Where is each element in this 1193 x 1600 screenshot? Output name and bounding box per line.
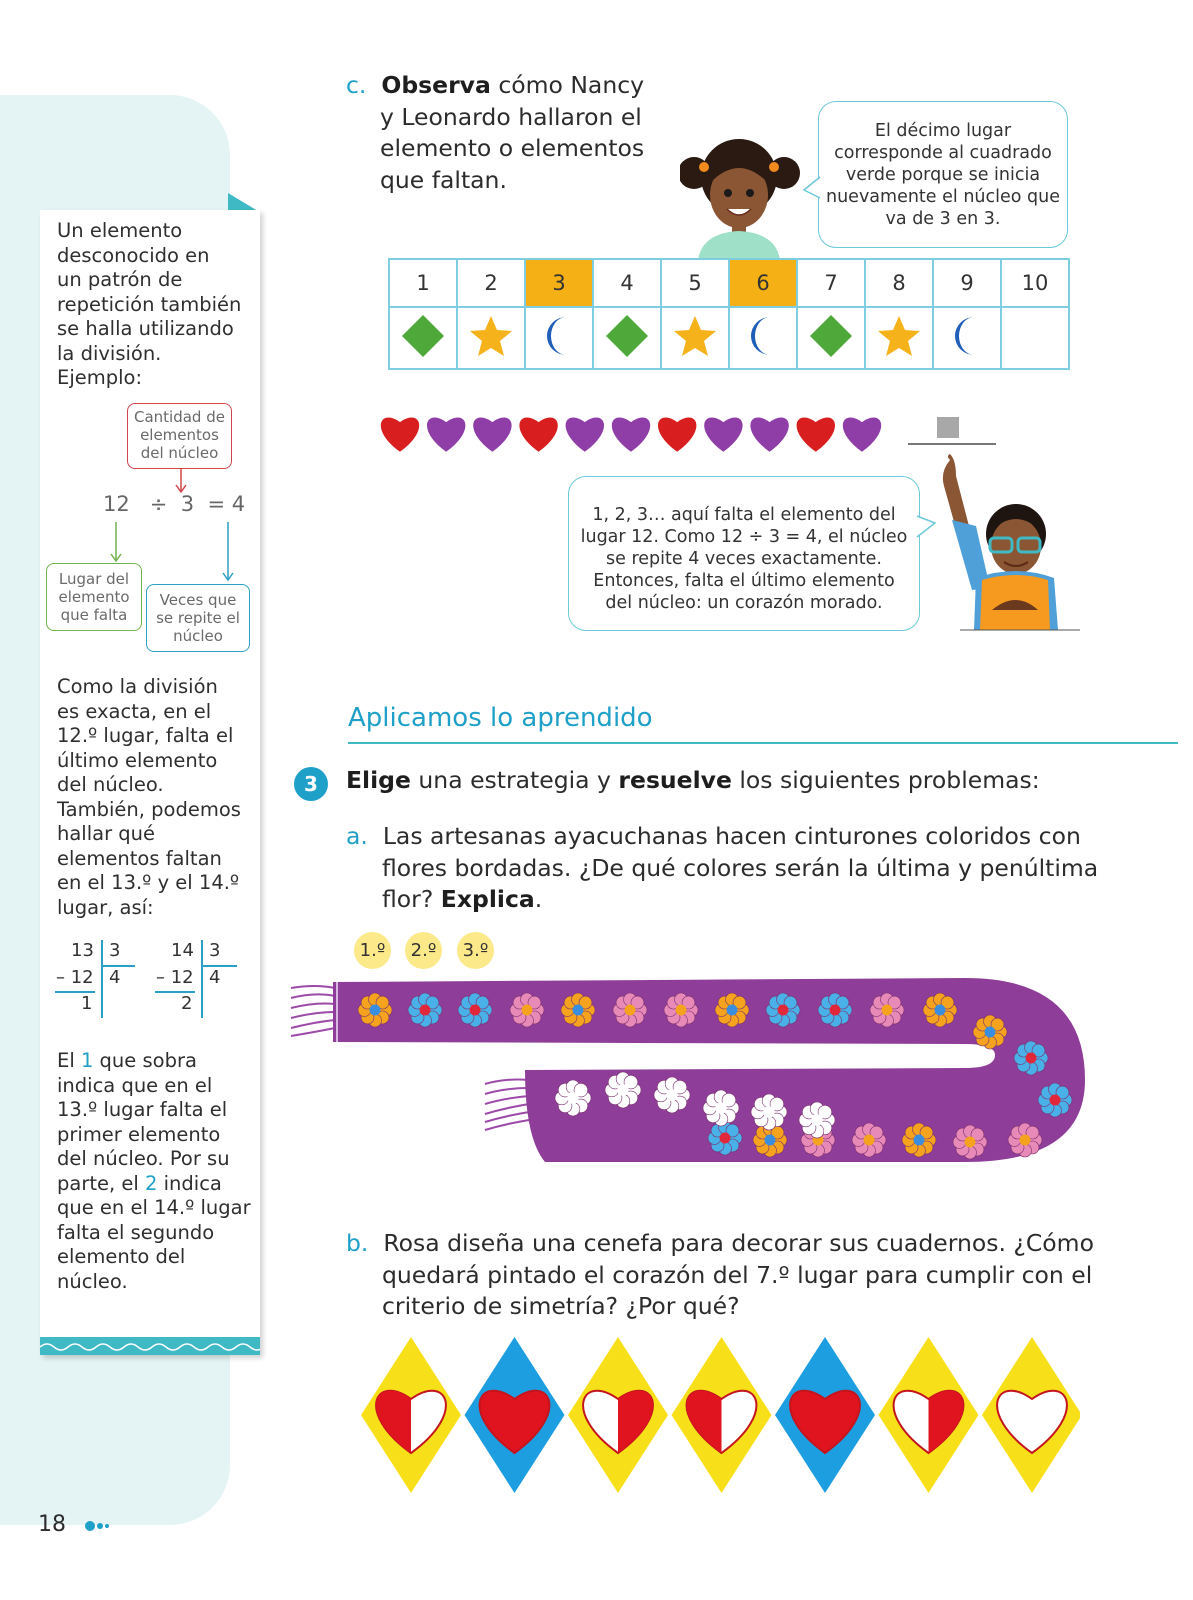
symmetry-diamond bbox=[465, 1337, 565, 1493]
box-lugar-elemento: Lugar del elemento que falta bbox=[46, 563, 142, 631]
yellow-star-icon bbox=[865, 307, 933, 369]
green-diamond-icon bbox=[593, 307, 661, 369]
part-b-prompt: b. Rosa diseña una cenefa para decorar sus cuadernos. ¿Cómo quedará pintado el corazón del 7.º lugar para cumplir con el criterio de simetría? ¿Por qué? bbox=[346, 1229, 1094, 1320]
hearts-sequence bbox=[378, 408, 918, 452]
blue-moon-icon bbox=[525, 307, 593, 369]
sidebar-intro-text: Un elemento desconocido en un patrón de repetición también se halla utilizando la división. Ejemplo: bbox=[57, 219, 242, 389]
page-dots-icon bbox=[84, 1520, 112, 1532]
flower-icon bbox=[408, 993, 442, 1027]
seq-number-highlight: 6 bbox=[729, 259, 797, 307]
seq-number: 4 bbox=[593, 259, 661, 307]
flower-icon bbox=[1038, 1083, 1072, 1117]
missing-element-line bbox=[908, 443, 996, 445]
speech-bubble-leonardo: 1, 2, 3… aquí falta el elemento del lugar 12. Como 12 ÷ 3 = 4, el núcleo se repite 4 veces exactamente. Entonces, falta el último elemento del núcleo: un corazón morado. bbox=[568, 476, 920, 631]
flower-icon bbox=[902, 1123, 936, 1157]
flower-icon bbox=[664, 993, 698, 1027]
yellow-star-icon bbox=[457, 307, 525, 369]
flower-icon bbox=[561, 993, 595, 1027]
seq-number: 2 bbox=[457, 259, 525, 307]
symmetry-diamond bbox=[775, 1337, 875, 1493]
heart-icon bbox=[566, 418, 604, 452]
symmetry-diamond bbox=[879, 1337, 989, 1493]
ordinal-badge: 1.º bbox=[354, 932, 391, 969]
empty-cell bbox=[1001, 307, 1069, 369]
flower-icon bbox=[715, 993, 749, 1027]
long-division-13: 13 3 – 12 4 1 bbox=[55, 938, 135, 1020]
flower-icon bbox=[1008, 1123, 1042, 1157]
heart-icon bbox=[427, 418, 465, 452]
missing-element-square bbox=[937, 417, 959, 438]
sidebar-tab-marker bbox=[228, 193, 258, 211]
leonardo-character-icon bbox=[930, 450, 1080, 640]
section-divider bbox=[348, 742, 1178, 744]
part-a-prompt: a. Las artesanas ayacuchanas hacen cinturones coloridos con flores bordadas. ¿De qué colores serán la última y penúltima flor? Explica. bbox=[346, 822, 1099, 913]
heart-icon bbox=[750, 418, 788, 452]
flower-icon bbox=[766, 993, 800, 1027]
seq-number: 7 bbox=[797, 259, 865, 307]
symmetry-diamond bbox=[568, 1337, 678, 1493]
flower-icon bbox=[973, 1015, 1007, 1049]
question-3-prompt: Elige una estrategia y resuelve los siguientes problemas: bbox=[346, 766, 1040, 794]
ordinal-badge: 2.º bbox=[405, 932, 442, 969]
seq-number: 8 bbox=[865, 259, 933, 307]
flower-icon bbox=[458, 993, 492, 1027]
sequence-table bbox=[388, 258, 1070, 370]
part-c-prompt: c. Observa cómo Nancy y Leonardo hallaron el elemento o elementos que faltan. bbox=[346, 71, 645, 194]
sidebar-wave-border bbox=[40, 1337, 260, 1355]
flower-icon bbox=[613, 993, 647, 1027]
flower-icon bbox=[818, 993, 852, 1027]
symmetry-border-illustration bbox=[360, 1335, 1080, 1495]
heart-icon bbox=[843, 418, 881, 452]
nancy-character-icon bbox=[680, 133, 800, 260]
flower-icon bbox=[708, 1121, 742, 1155]
flower-icon bbox=[510, 993, 544, 1027]
sidebar-conclusion: El 1 que sobra indica que en el 13.º lugar falta el primer elemento del núcleo. Por su parte, el 2 indica que en el 14.º lugar falta el segundo elemento del núcleo. bbox=[57, 1049, 251, 1293]
embroidered-belt-illustration bbox=[285, 970, 1095, 1170]
bubble-pointer bbox=[802, 176, 822, 200]
flower-icon bbox=[358, 993, 392, 1027]
flower-icon bbox=[1014, 1041, 1048, 1075]
box-cantidad-elementos: Cantidad de elementos del núcleo bbox=[127, 403, 232, 469]
flower-icon bbox=[953, 1125, 987, 1159]
green-diamond-icon bbox=[389, 307, 457, 369]
flower-icon bbox=[654, 1077, 690, 1113]
long-division-14: 14 3 – 12 4 2 bbox=[155, 938, 239, 1020]
ordinal-badge: 3.º bbox=[457, 932, 494, 969]
symmetry-diamond bbox=[982, 1337, 1080, 1493]
symmetry-diamond bbox=[662, 1337, 772, 1493]
seq-number: 5 bbox=[661, 259, 729, 307]
yellow-star-icon bbox=[661, 307, 729, 369]
seq-number: 1 bbox=[389, 259, 457, 307]
section-title: Aplicamos lo aprendido bbox=[348, 703, 653, 733]
question-number-badge: 3 bbox=[294, 767, 328, 801]
heart-icon bbox=[612, 418, 650, 452]
flower-icon bbox=[605, 1072, 641, 1108]
flower-icon bbox=[751, 1094, 787, 1130]
heart-icon bbox=[381, 418, 419, 452]
green-diamond-icon bbox=[797, 307, 865, 369]
heart-icon bbox=[658, 418, 696, 452]
heart-icon bbox=[797, 418, 835, 452]
symmetry-diamond bbox=[360, 1337, 461, 1493]
division-equation: 12 ÷ 3 = 4 bbox=[103, 492, 246, 516]
flower-icon bbox=[799, 1102, 835, 1138]
flower-icon bbox=[852, 1123, 886, 1157]
blue-moon-icon bbox=[933, 307, 1001, 369]
heart-icon bbox=[519, 418, 557, 452]
heart-icon bbox=[704, 418, 742, 452]
box-veces-nucleo: Veces que se repite el núcleo bbox=[146, 584, 250, 652]
flower-icon bbox=[870, 993, 904, 1027]
blue-moon-icon bbox=[729, 307, 797, 369]
speech-bubble-nancy: El décimo lugar corresponde al cuadrado verde porque se inicia nuevamente el núcleo que va de 3 en 3. bbox=[818, 101, 1068, 248]
flower-icon bbox=[555, 1080, 591, 1116]
heart-icon bbox=[473, 418, 511, 452]
flower-icon bbox=[923, 993, 957, 1027]
sidebar-explanation: Como la división es exacta, en el 12.º lugar, falta el último elemento del núcleo. También, podemos hallar qué elementos faltan en el 13.º y el 14.º lugar, así: bbox=[57, 675, 241, 919]
seq-number: 10 bbox=[1001, 259, 1069, 307]
seq-number-highlight: 3 bbox=[525, 259, 593, 307]
seq-number: 9 bbox=[933, 259, 1001, 307]
page-number: 18 bbox=[38, 1512, 66, 1537]
flower-icon bbox=[703, 1090, 739, 1126]
